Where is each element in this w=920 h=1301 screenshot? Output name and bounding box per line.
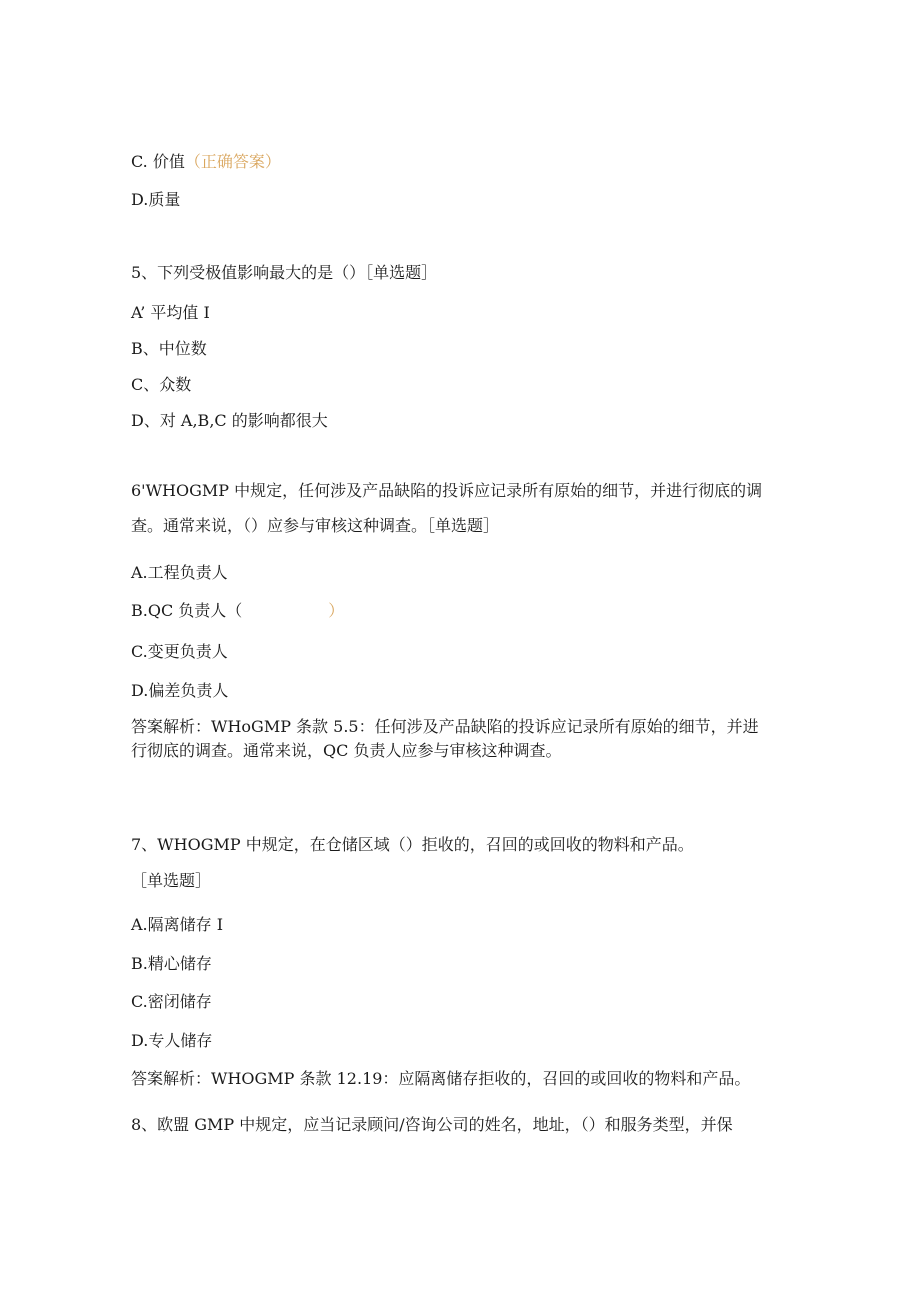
q6-analysis-line1: 答案解析：WHoGMP 条款 5.5：任何涉及产品缺陷的投诉应记录所有原始的细节，并进 — [131, 717, 759, 736]
q4-option-c: C. 价值（正确答案） — [131, 152, 281, 171]
q6-option-d: D.偏差负责人 — [131, 681, 229, 700]
q6-stem-line2: 查。通常来说，（）应参与审核这种调查。［单选题］ — [131, 516, 500, 535]
q7-option-c: C.密闭储存 — [131, 992, 212, 1011]
q5-option-a: A’ 平均值 I — [131, 303, 210, 322]
q7-analysis: 答案解析：WHOGMP 条款 12.19：应隔离储存拒收的，召回的或回收的物料和产品。 — [131, 1069, 751, 1088]
q8-stem-line1: 8、欧盟 GMP 中规定，应当记录顾问/咨询公司的姓名，地址，（）和服务类型，并保 — [131, 1115, 733, 1134]
q4-option-d: D.质量 — [131, 190, 181, 209]
q7-option-b: B.精心储存 — [131, 954, 212, 973]
q7-option-a: A.隔离储存 I — [131, 915, 224, 934]
q6-option-b-close: ） — [328, 601, 345, 620]
q6-stem-line1: 6'WHOGMP 中规定，任何涉及产品缺陷的投诉应记录所有原始的细节，并进行彻底的调 — [131, 481, 763, 500]
q5-stem: 5、下列受极值影响最大的是（）［单选题］ — [131, 263, 438, 282]
q6-option-c: C.变更负责人 — [131, 642, 228, 661]
q6-analysis-line2: 行彻底的调查。通常来说，QC 负责人应参与审核这种调查。 — [131, 741, 562, 760]
q5-option-c: C、众数 — [131, 375, 192, 394]
q5-option-d: D、对 A,B,C 的影响都很大 — [131, 411, 328, 430]
q6-option-b: B.QC 负责人（ ） — [131, 601, 345, 620]
q7-stem-line1: 7、WHOGMP 中规定，在仓储区域（）拒收的，召回的或回收的物料和产品。 — [131, 835, 694, 854]
correct-answer-hint: （正确答案） — [184, 152, 281, 171]
q6-option-a: A.工程负责人 — [131, 563, 228, 582]
q7-option-d: D.专人储存 — [131, 1031, 213, 1050]
q7-stem-line2: ［单选题］ — [131, 871, 212, 890]
q5-option-b: B、中位数 — [131, 339, 207, 358]
